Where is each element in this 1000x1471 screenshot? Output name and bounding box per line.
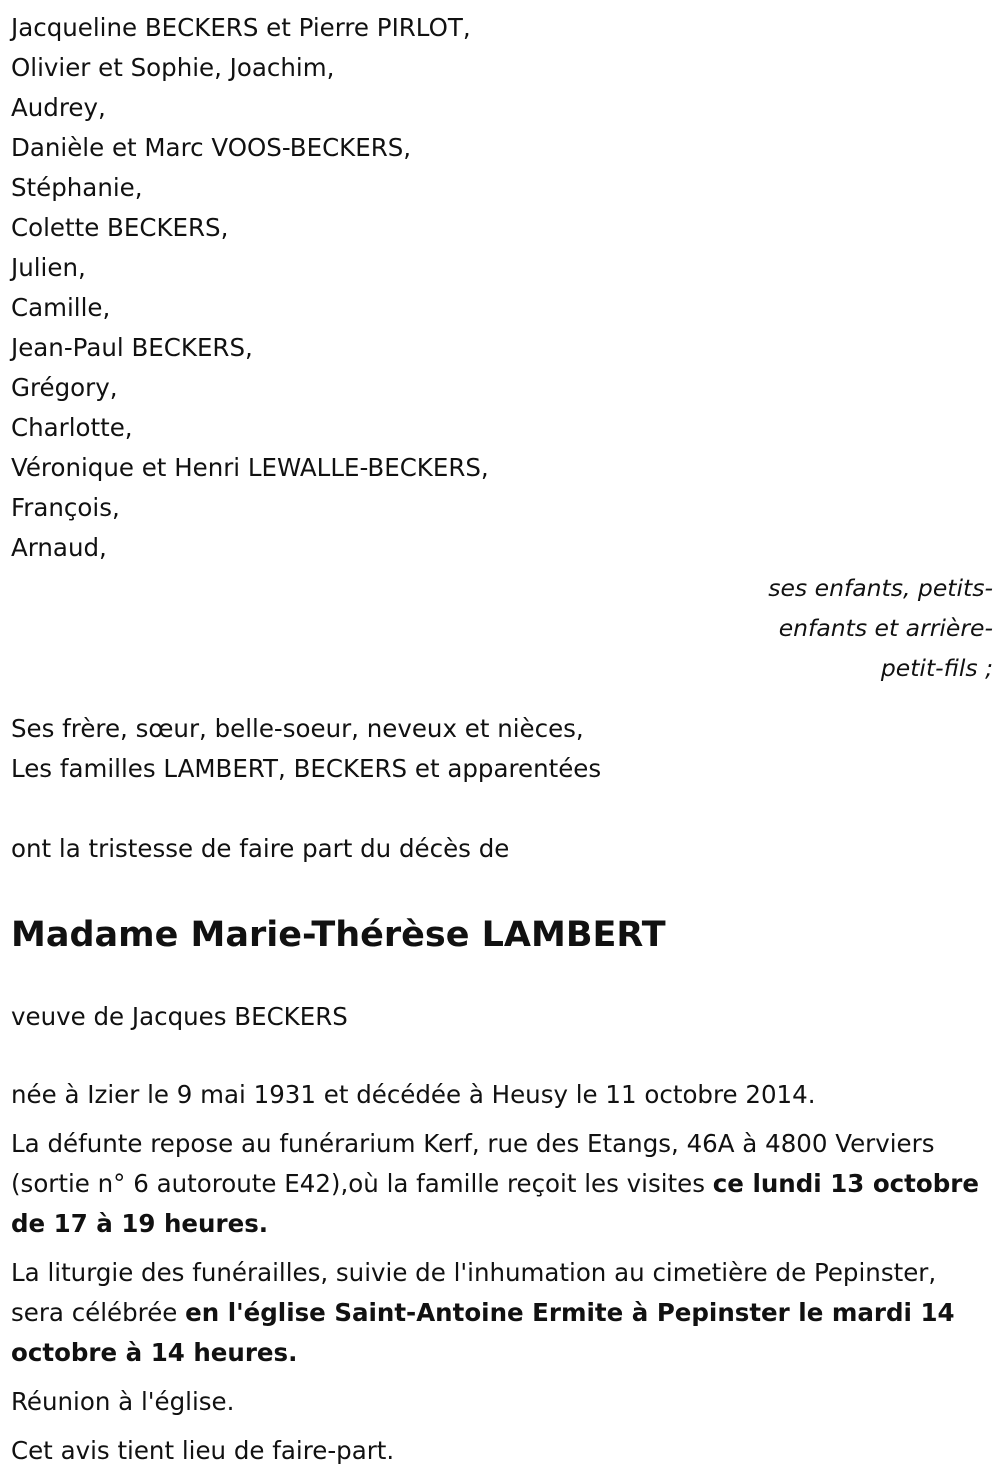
ceremony-time: en l'église Saint-Antoine Ermite à Pepinster le mardi 14 octobre à 14 heures. — [11, 1298, 955, 1367]
family-member: Julien, — [11, 253, 86, 282]
family-member: Grégory, — [11, 373, 118, 402]
family-member: Danièle et Marc VOOS-BECKERS, — [11, 133, 412, 162]
funerarium-info — [11, 1124, 993, 1244]
family-member: Audrey, — [11, 93, 106, 122]
family-list — [11, 8, 993, 568]
announcement: ont la tristesse de faire part du décès de — [11, 834, 510, 863]
family-member: Véronique et Henri LEWALLE-BECKERS, — [11, 453, 489, 482]
obituary-notice — [11, 8, 993, 1471]
funerarium-text: La défunte repose au funérarium Kerf, rue des Etangs, 46A à 4800 Verviers (sortie n° 6 autoroute E42),où la famille reçoit les visites — [11, 1129, 935, 1198]
family-member: Jacqueline BECKERS et Pierre PIRLOT, — [11, 13, 471, 42]
other-relatives-line: Ses frère, sœur, belle-soeur, neveux et nièces, — [11, 714, 584, 743]
other-relatives-line: Les familles LAMBERT, BECKERS et apparentées — [11, 754, 602, 783]
family-member: Olivier et Sophie, Joachim, — [11, 53, 335, 82]
relation-caption — [743, 568, 993, 688]
liturgy-info — [11, 1253, 993, 1373]
family-member: François, — [11, 493, 120, 522]
meeting-info: Réunion à l'église. — [11, 1387, 235, 1416]
relation-line: petit-fils ; — [880, 654, 993, 682]
liturgy-text: La liturgie des funérailles, suivie de l'inhumation au cimetière de Pepinster, sera célébrée — [11, 1258, 937, 1327]
family-member: Camille, — [11, 293, 111, 322]
relation-line: ses enfants, petits- — [768, 574, 993, 602]
birth-death-info: née à Izier le 9 mai 1931 et décédée à Heusy le 11 octobre 2014. — [11, 1080, 816, 1109]
widow-of: veuve de Jacques BECKERS — [11, 1002, 348, 1031]
relation-line: enfants et arrière- — [778, 614, 993, 642]
family-member: Jean-Paul BECKERS, — [11, 333, 253, 362]
family-member: Charlotte, — [11, 413, 133, 442]
other-relatives — [11, 709, 993, 789]
notice-info: Cet avis tient lieu de faire-part. — [11, 1436, 395, 1465]
visit-time: ce lundi 13 octobre de 17 à 19 heures. — [11, 1169, 979, 1238]
deceased-name: Madame Marie-Thérèse LAMBERT — [11, 915, 666, 955]
family-member: Stéphanie, — [11, 173, 143, 202]
family-member: Colette BECKERS, — [11, 213, 229, 242]
family-member: Arnaud, — [11, 533, 107, 562]
